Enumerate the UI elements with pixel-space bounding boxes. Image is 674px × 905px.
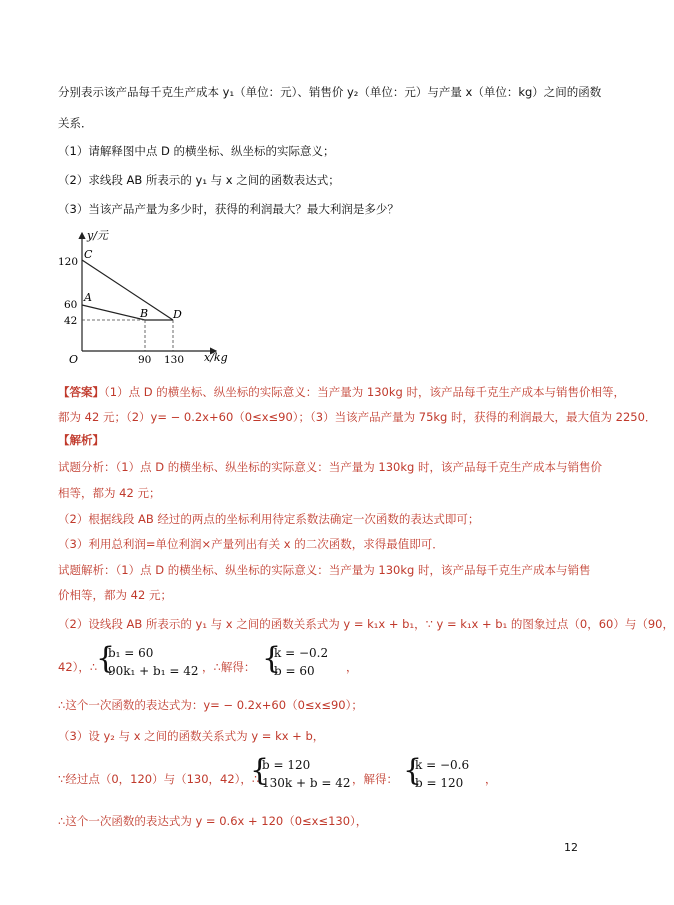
system-2-end: ，	[346, 660, 358, 674]
system-4-row-1: k = −0.6	[415, 758, 470, 772]
problem-intro-line-1: 分别表示该产品每千克生产成本 y₁（单位：元）、销售价 y₂（单位：元）与产量 x（单位：kg）之间的函数	[58, 85, 602, 99]
system-1-row-1: b₁ = 60	[108, 646, 154, 660]
question-2: （2）求线段 AB 所表示的 y₁ 与 x 之间的函数表达式；	[58, 173, 340, 187]
y-tick-42: 42	[64, 315, 78, 327]
segment-ab	[82, 305, 145, 320]
system-1-row-2: 90k₁ + b₁ = 42	[108, 664, 199, 678]
question-3: （3）当该产品产量为多少时，获得的利润最大？最大利润是多少？	[58, 202, 399, 216]
analysis-line-10: （3）设 y₂ 与 x 之间的函数关系式为 y = kx + b，	[58, 729, 325, 743]
point-label-a: A	[84, 291, 92, 304]
analysis-line-1: 试题分析：（1）点 D 的横坐标、纵坐标的实际意义：当产量为 130kg 时，该产品每千克生产成本与销售价	[58, 460, 602, 474]
question-1: （1）请解释图中点 D 的横坐标、纵坐标的实际意义；	[58, 144, 335, 158]
y-tick-120: 120	[58, 256, 79, 268]
system-2-row-2: b = 60	[274, 664, 315, 678]
analysis-line-2: 相等，都为 42 元；	[58, 486, 161, 500]
y-axis-label: y/元	[87, 229, 108, 242]
system-2-row-1: k = −0.2	[274, 646, 329, 660]
segment-cd	[82, 260, 173, 320]
analysis-line-6: 价相等，都为 42 元；	[58, 588, 172, 602]
origin-label: O	[69, 353, 79, 366]
left-brace: {	[250, 753, 270, 788]
answer-line-2: 都为 42 元；（2）y= − 0.2x+60（0≤x≤90）；（3）当该产品产量为 75kg 时，获得的利润最大，最大值为 2250．	[58, 410, 657, 424]
x-tick-130: 130	[164, 354, 185, 366]
system-3-row-2: 130k + b = 42	[262, 776, 351, 790]
x-axis-label: x/kg	[204, 351, 228, 364]
point-label-b: B	[140, 307, 149, 320]
analysis-line-5: 试题解析：（1）点 D 的横坐标、纵坐标的实际意义：当产量为 130kg 时，该产品每千克生产成本与销售	[58, 563, 591, 577]
analysis-line-9: ∴这个一次函数的表达式为：y= − 0.2x+60（0≤x≤90）；	[58, 698, 363, 712]
point-label-d: D	[173, 308, 182, 321]
answer-tag: 【答案】	[58, 385, 104, 399]
analysis-line-7: （2）设线段 AB 所表示的 y₁ 与 x 之间的函数关系式为 y = k₁x + b₁，∵ y = k₁x + b₁ 的图象过点（0，60）与（90，	[58, 617, 674, 631]
function-graph-figure	[56, 225, 236, 375]
system-3-row-1: b = 120	[262, 758, 311, 772]
analysis-line-8-prefix: 42），∴	[58, 660, 98, 674]
analysis-line-11-prefix: ∵经过点（0，120）与（130，42），∴	[58, 772, 260, 786]
analysis-line-12: ∴这个一次函数的表达式为 y = 0.6x + 120（0≤x≤130），	[58, 814, 368, 828]
system-4-row-2: b = 120	[415, 776, 464, 790]
system-4-end: ，	[485, 772, 497, 786]
system-1-solve-text: ，∴解得：	[202, 660, 256, 674]
problem-intro-line-2: 关系．	[58, 116, 93, 130]
point-label-c: C	[84, 248, 93, 261]
analysis-line-4: （3）利用总利润=单位利润×产量列出有关 x 的二次函数，求得最值即可．	[58, 537, 444, 551]
y-tick-60: 60	[64, 299, 78, 311]
left-brace: {	[96, 641, 116, 676]
x-tick-90: 90	[138, 354, 152, 366]
page-number: 12	[564, 841, 578, 854]
analysis-line-3: （2）根据线段 AB 经过的两点的坐标利用待定系数法确定一次函数的表达式即可；	[58, 512, 480, 526]
answer-text-1: （1）点 D 的横坐标、纵坐标的实际意义：当产量为 130kg 时，该产品每千克生产成本与销售价相等，	[104, 385, 625, 399]
system-3-solve-text: ，解得：	[352, 772, 398, 786]
answer-line-1	[58, 384, 625, 400]
analysis-tag: 【解析】	[58, 433, 104, 447]
left-brace: {	[403, 753, 423, 788]
left-brace: {	[262, 641, 282, 676]
